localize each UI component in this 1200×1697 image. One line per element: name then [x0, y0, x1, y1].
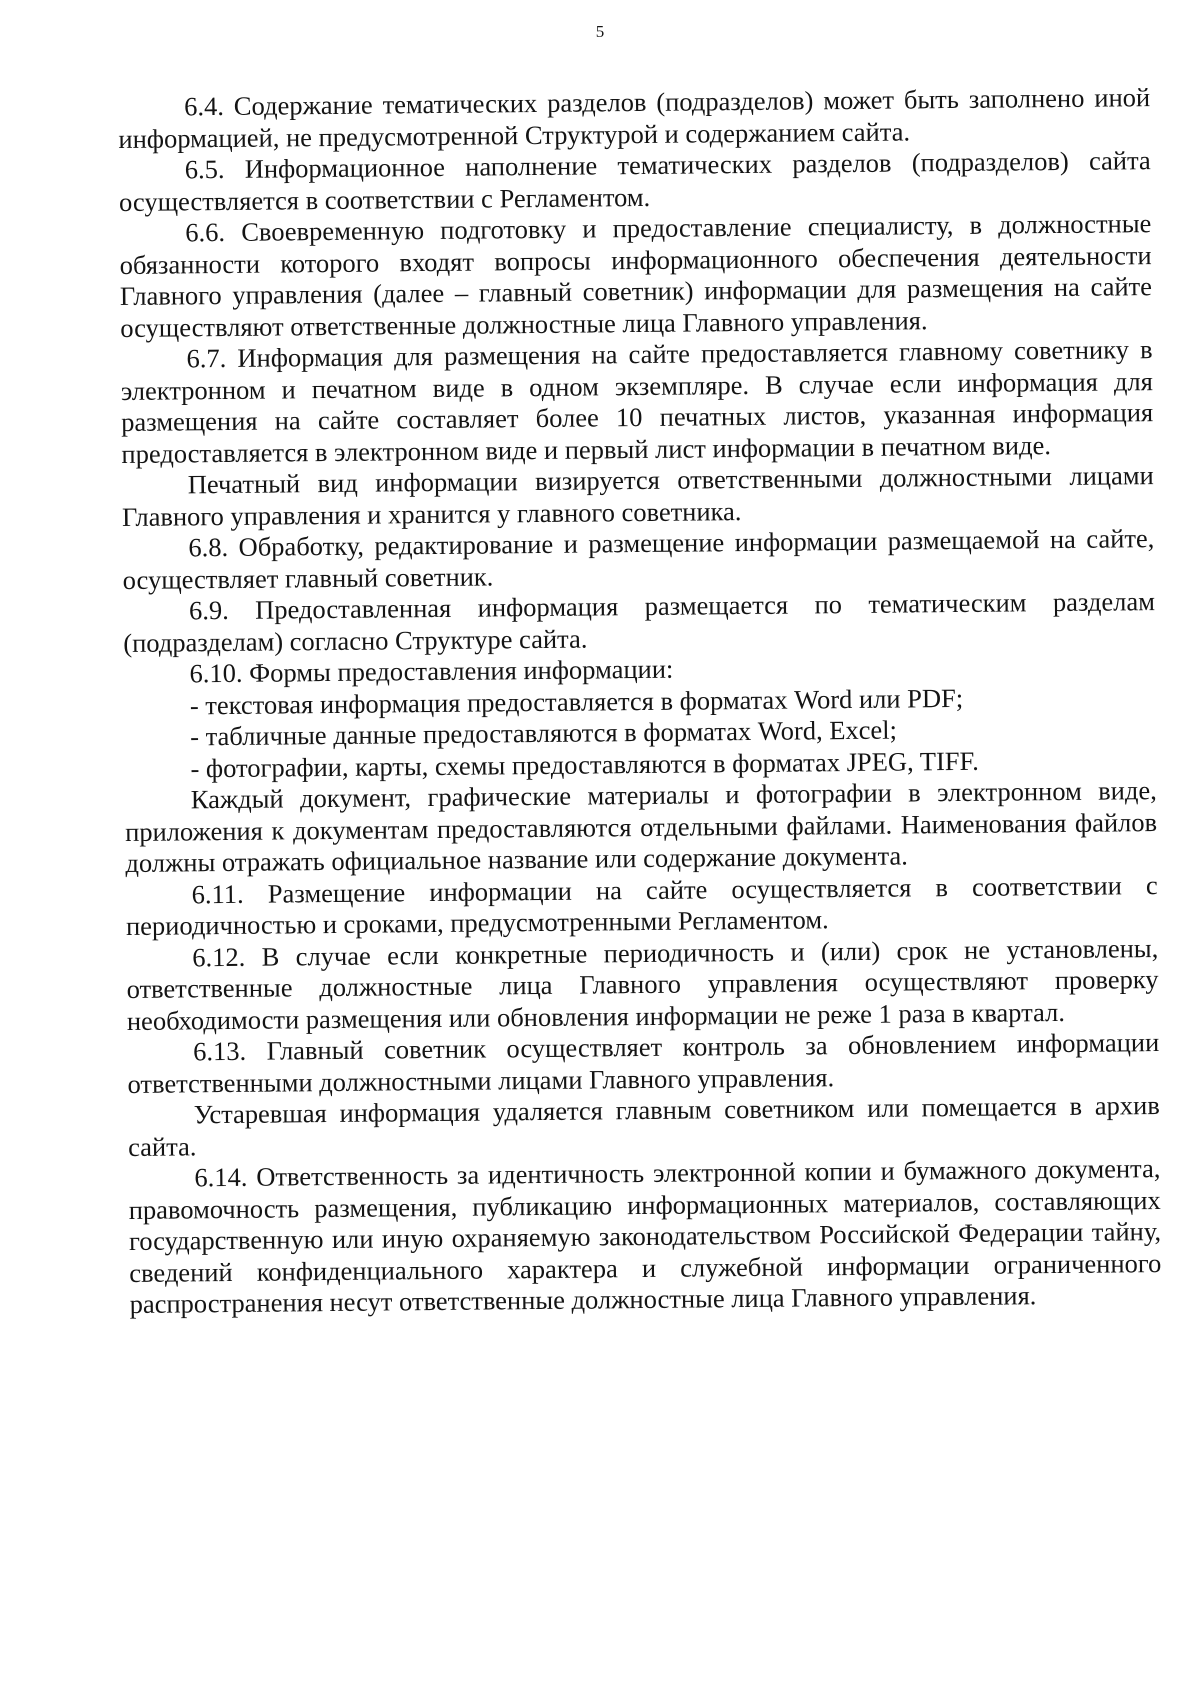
paragraph-6-11: 6.11. Размещение информации на сайте осуществляется в соответствии с периодичностью и сроками, предусмотренными Регламентом. [125, 869, 1158, 941]
paragraph-6-4: 6.4. Содержание тематических разделов (подразделов) может быть заполнено иной информацией, не предусмотренной Структурой и содержанием сайта. [118, 82, 1151, 154]
list-item-text-format: - текстовая информация предоставляется в форматах Word или PDF; [189, 682, 964, 720]
paragraph-6-14: 6.14. Ответственность за идентичность электронной копии и бумажного документа, правомочность размещения, публикацию информационных материалов, составляющих государственную или иную охраняемую законодательством Российской Федерации тайну, сведений конфиденциального характера и служебной информации ограниченного распространения несут ответственные должностные лица Главного управления. [128, 1153, 1162, 1319]
paragraph-6-9: 6.9. Предоставленная информация размещается по тематическим разделам (подразделам) согласно Структуре сайта. [123, 586, 1156, 658]
paragraph-6-8: 6.8. Обработку, редактирование и размещение информации размещаемой на сайте, осуществляет главный советник. [122, 523, 1155, 595]
paragraph-6-7-printed-view: Печатный вид информации визируется ответственными должностными лицами Главного управления и хранится у главного советника. [121, 460, 1154, 532]
list-item-photo-format: - фотографии, карты, схемы предоставляются в форматах JPEG, TIFF. [190, 745, 979, 783]
paragraph-6-10: 6.10. Формы предоставления информации: [189, 653, 674, 689]
paragraph-6-5: 6.5. Информационное наполнение тематических разделов (подразделов) сайта осуществляется в соответствии с Регламентом. [118, 145, 1151, 217]
list-item-table-format: - табличные данные предоставляются в форматах Word, Excel; [190, 714, 898, 752]
paragraph-6-13-archive: Устаревшая информация удаляется главным советником или помещается в архив сайта. [127, 1090, 1160, 1162]
paragraph-6-12: 6.12. В случае если конкретные периодичность и (или) срок не установлены, ответственные должностные лица Главного управления осуществляют проверку необходимости размещения или обновления информации не реже 1 раза в квартал. [126, 932, 1159, 1036]
document-body [118, 82, 1162, 1320]
paragraph-6-10-files: Каждый документ, графические материалы и фотографии в электронном виде, приложения к документам предоставляются отдельными файлами. Наименования файлов должны отражать официальное название или содержание документа. [124, 775, 1158, 878]
page-number: 5 [595, 22, 605, 41]
paragraph-6-7: 6.7. Информация для размещения на сайте предоставляется главному советнику в электронном и печатном виде в одном экземпляре. В случае если информация для размещения на сайте составляет более 10 печатных листов, указанная информация предоставляется в электронном виде и первый лист информации в печатном виде. [120, 334, 1154, 469]
paragraph-6-6: 6.6. Своевременную подготовку и предоставление специалисту, в должностные обязанности которого входят вопросы информационного обеспечения деятельности Главного управления (далее – главный советник) информации для размещения на сайте осуществляют ответственные должностные лица Главного управления. [119, 208, 1153, 343]
paragraph-6-13: 6.13. Главный советник осуществляет контроль за обновлением информации ответственными должностными лицами Главного управления. [127, 1027, 1160, 1099]
